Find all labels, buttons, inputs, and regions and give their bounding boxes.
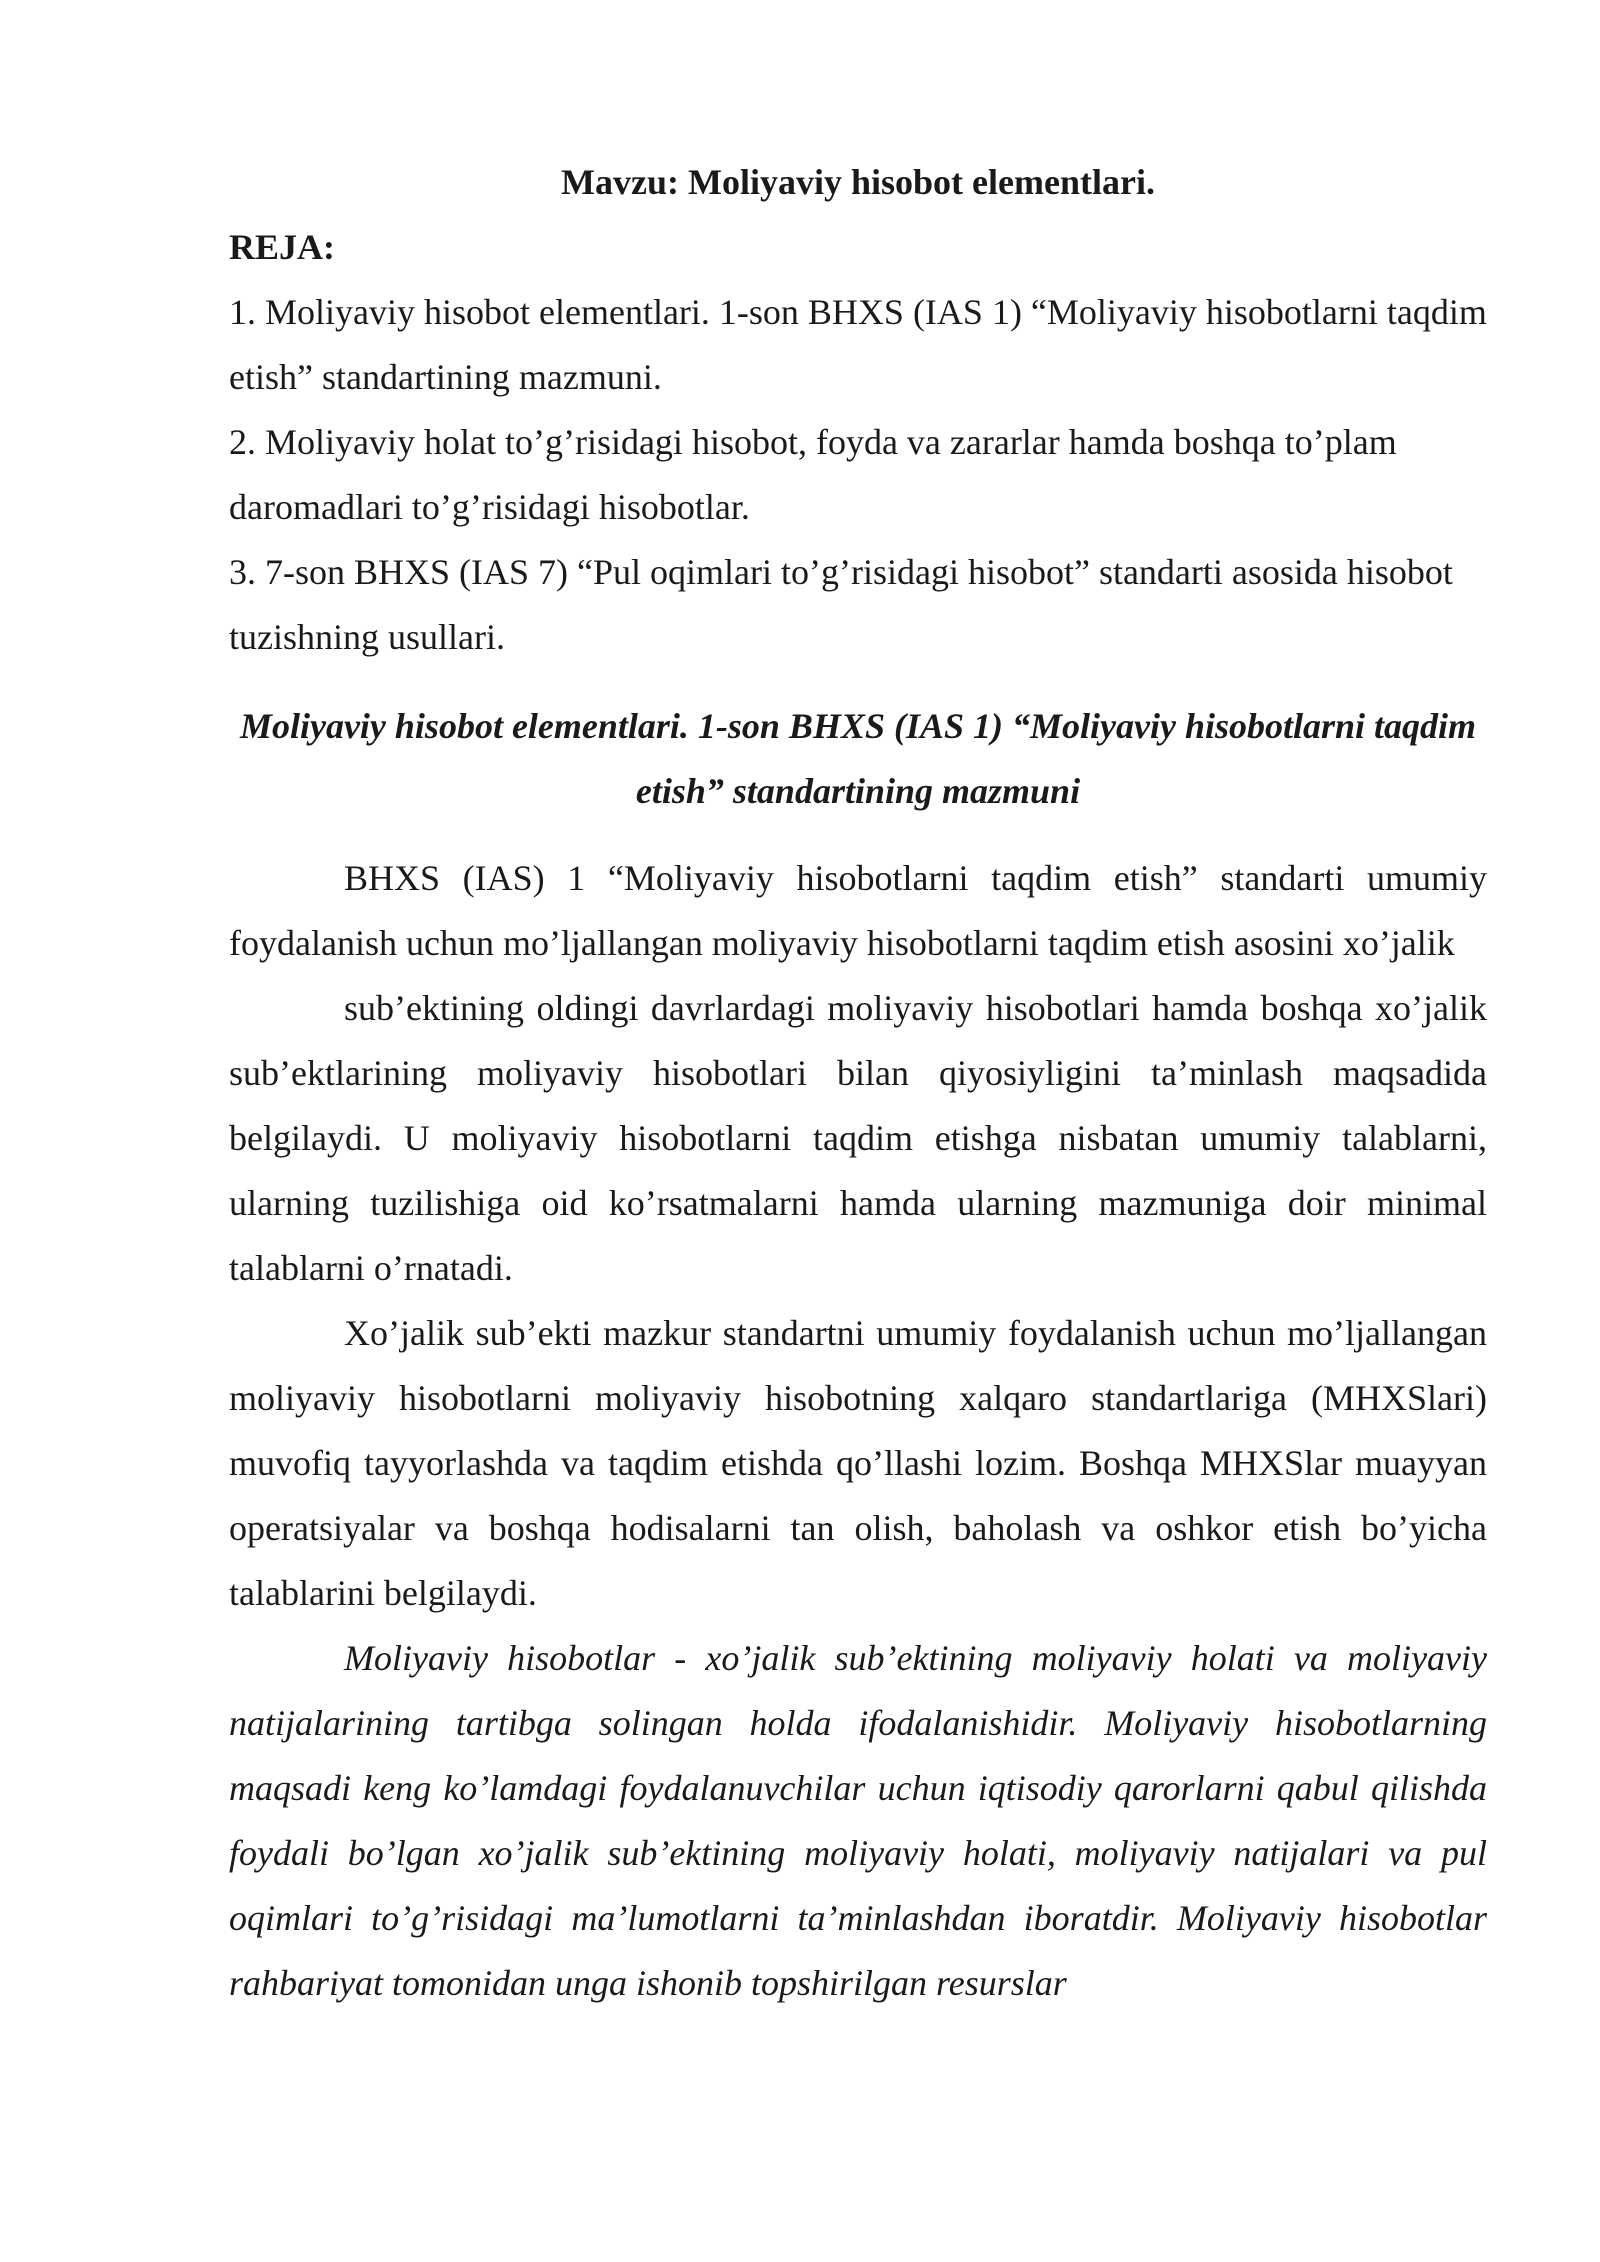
plan-item-1: 1. Moliyaviy hisobot elementlari. 1-son BHXS (IAS 1) “Moliyaviy hisobotlarni taqdim etish” standartining mazmuni. (229, 292, 1487, 397)
document-page (229, 150, 1487, 2016)
body-paragraph-4: Moliyaviy hisobotlar - xo’jalik sub’ektining moliyaviy holati va moliyaviy natijalarining tartibga solingan holda ifodalanishidir. Moliyaviy hisobotlarning maqsadi keng ko’lamdagi foydalanuvchilar uchun iqtisodiy qarorlarni qabul qilishda foydali bo’lgan xo’jalik sub’ektining moliyaviy holati, moliyaviy natijalari va pul oqimlari to’g’risidagi ma’lumotlarni ta’minlashdan iboratdir. Moliyaviy hisobotlar rahbariyat tomonidan unga ishonib topshirilgan resurslar (229, 1638, 1487, 2003)
plan-item-3: 3. 7-son BHXS (IAS 7) “Pul oqimlari to’g’risidagi hisobot” standarti asosida hisobot tuzishning usullari. (229, 552, 1453, 657)
body-paragraph-2: sub’ektining oldingi davrlardagi moliyaviy hisobotlari hamda boshqa xo’jalik sub’ektlarining moliyaviy hisobotlari bilan qiyosiyligini ta’minlash maqsadida belgilaydi. U moliyaviy hisobotlarni taqdim etishga nisbatan umumiy talablarni, ularning tuzilishiga oid ko’rsatmalarni hamda ularning mazmuniga doir minimal talablarni o’rnatadi. (229, 988, 1487, 1288)
body-paragraph-1: BHXS (IAS) 1 “Moliyaviy hisobotlarni taqdim etish” standarti umumiy foydalanish uchun mo’ljallangan moliyaviy hisobotlarni taqdim etish asosini xo’jalik (229, 858, 1487, 963)
body-paragraph-3: Xo’jalik sub’ekti mazkur standartni umumiy foydalanish uchun mo’ljallangan moliyaviy hisobotlarni moliyaviy hisobotning xalqaro standartlariga (MHXSlari) muvofiq tayyorlashda va taqdim etishda qo’llashi lozim. Boshqa MHXSlar muayyan operatsiyalar va boshqa hodisalarni tan olish, baholash va oshkor etish bo’yicha talablarini belgilaydi. (229, 1313, 1487, 1613)
plan-item-2: 2. Moliyaviy holat to’g’risidagi hisobot, foyda va zararlar hamda boshqa to’plam daromadlari to’g’risidagi hisobotlar. (229, 422, 1397, 527)
section-heading: Moliyaviy hisobot elementlari. 1-son BHXS (IAS 1) “Moliyaviy hisobotlarni taqdim etish” standartining mazmuni (239, 706, 1477, 811)
plan-heading: REJA: (229, 227, 335, 267)
document-title: Mavzu: Moliyaviy hisobot elementlari. (561, 162, 1155, 202)
